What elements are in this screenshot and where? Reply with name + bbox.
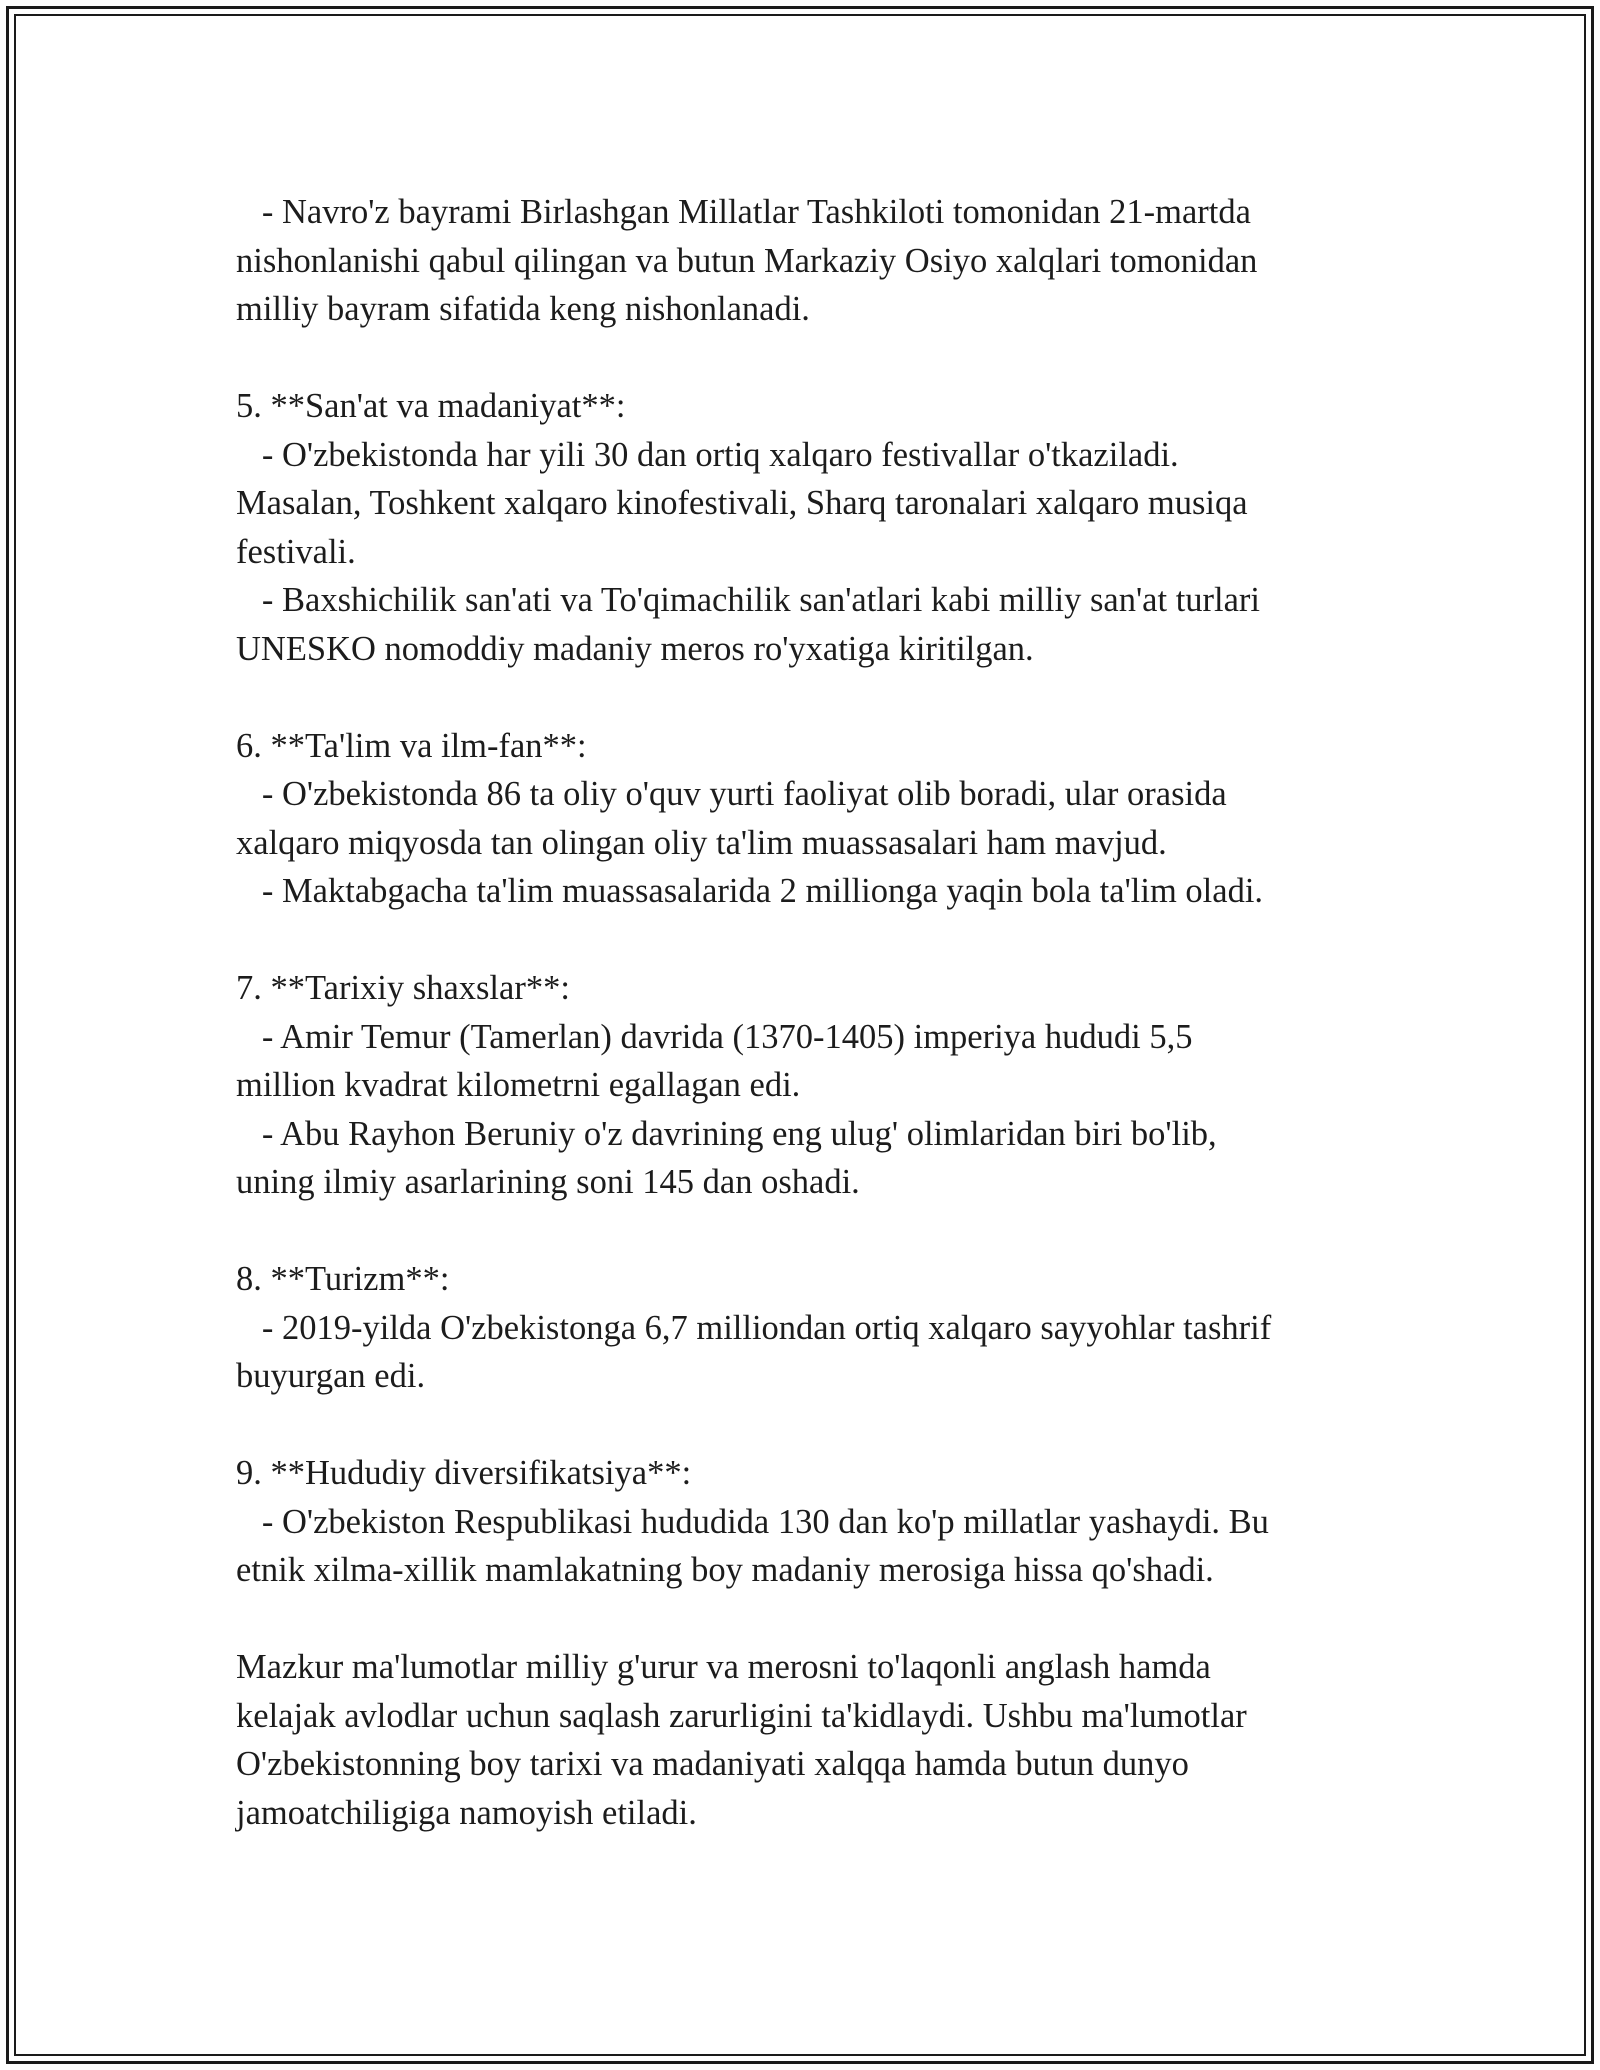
text-line: - Navro'z bayrami Birlashgan Millatlar Tashkiloti tomonidan 21-martda <box>236 193 1251 231</box>
text-line: Masalan, Toshkent xalqaro kinofestivali, Sharq taronalari xalqaro musiqa <box>236 484 1248 522</box>
document-body <box>236 188 1386 1837</box>
conclusion-line: O'zbekistonning boy tarixi va madaniyati xalqqa hamda butun dunyo <box>236 1745 1189 1783</box>
text-line: uning ilmiy asarlarining soni 145 dan oshadi. <box>236 1163 860 1201</box>
section-heading: 6. **Ta'lim va ilm-fan**: <box>236 726 587 765</box>
section-heading: 8. **Turizm**: <box>236 1260 450 1298</box>
text-line: UNESKO nomoddiy madaniy meros ro'yxatiga kiritilgan. <box>236 629 1034 668</box>
paragraph-gap <box>236 673 1386 722</box>
text-line: - Maktabgacha ta'lim muassasalarida 2 millionga yaqin bola ta'lim oladi. <box>236 872 1264 910</box>
text-line: nishonlanishi qabul qilingan va butun Markaziy Osiyo xalqlari tomonidan <box>236 241 1258 280</box>
text-line: buyurgan edi. <box>236 1357 426 1395</box>
text-line: - O'zbekistonda 86 ta oliy o'quv yurti faoliyat olib boradi, ular orasida <box>236 775 1227 813</box>
paragraph-gap <box>236 916 1386 965</box>
section-heading: 9. **Hududiy diversifikatsiya**: <box>236 1454 692 1492</box>
conclusion-line: Mazkur ma'lumotlar milliy g'urur va merosni to'laqonli anglash hamda <box>236 1648 1211 1686</box>
text-line: - 2019-yilda O'zbekistonga 6,7 milliondan ortiq xalqaro sayyohlar tashrif <box>236 1308 1272 1347</box>
paragraph-gap <box>236 334 1386 383</box>
text-line: milliy bayram sifatida keng nishonlanadi. <box>236 290 810 328</box>
text-line: - Baxshichilik san'ati va To'qimachilik san'atlari kabi milliy san'at turlari <box>236 581 1260 619</box>
section-heading: 5. **San'at va madaniyat**: <box>236 387 626 425</box>
text-line: million kvadrat kilometrni egallagan edi. <box>236 1066 801 1104</box>
text-line: festivali. <box>236 532 356 571</box>
text-line: - O'zbekistonda har yili 30 dan ortiq xalqaro festivallar o'tkaziladi. <box>236 435 1179 474</box>
section-heading: 7. **Tarixiy shaxslar**: <box>236 969 570 1007</box>
conclusion-line: kelajak avlodlar uchun saqlash zarurligini ta'kidlaydi. Ushbu ma'lumotlar <box>236 1696 1247 1735</box>
text-line: xalqaro miqyosda tan olingan oliy ta'lim muassasalari ham mavjud. <box>236 823 1167 862</box>
conclusion-line: jamoatchiligiga namoyish etiladi. <box>236 1793 697 1832</box>
text-line: - Abu Rayhon Beruniy o'z davrining eng ulug' olimlaridan biri bo'lib, <box>236 1114 1217 1153</box>
text-line: etnik xilma-xillik mamlakatning boy madaniy merosiga hissa qo'shadi. <box>236 1551 1214 1589</box>
paragraph-gap <box>236 1401 1386 1450</box>
paragraph-gap <box>236 1207 1386 1256</box>
text-line: - Amir Temur (Tamerlan) davrida (1370-1405) imperiya hududi 5,5 <box>236 1017 1193 1056</box>
paragraph-gap <box>236 1595 1386 1644</box>
text-line: - O'zbekiston Respublikasi hududida 130 dan ko'p millatlar yashaydi. Bu <box>236 1502 1269 1541</box>
